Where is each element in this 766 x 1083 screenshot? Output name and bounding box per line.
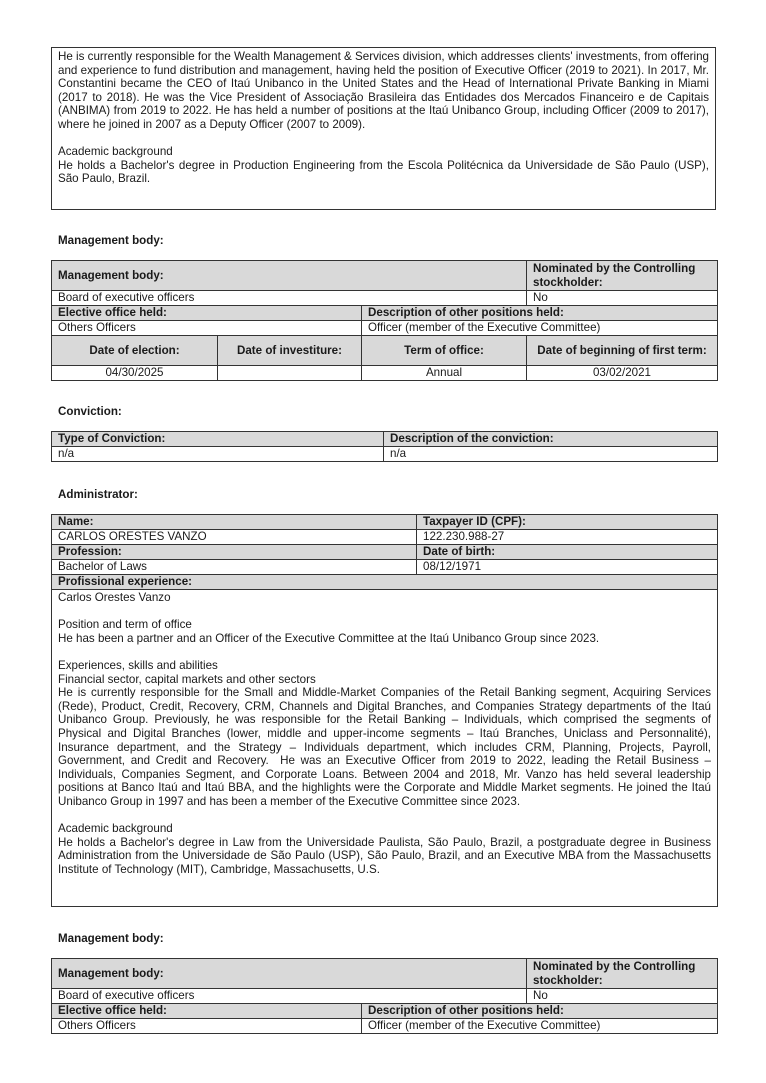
header-nominated: Nominated by the Controlling stockholder: — [527, 261, 718, 291]
elective-office-value: Others Officers — [52, 321, 362, 336]
header-management-body: Management body: — [52, 261, 527, 291]
academic-background-title: Academic background — [58, 145, 173, 159]
header-date-of-birth: Date of birth: — [417, 545, 718, 560]
header-other-positions: Description of other positions held: — [362, 306, 718, 321]
professional-experience-cell — [52, 590, 718, 907]
bio-paragraph: He is currently responsible for the Wealth Management & Services division, which addresses clients' investments, from offering and experience to fund distribution and management, having held the position of Executive Officer (2019 to 2021). In 2017, Mr. Constantini became the CEO of Itaú Unibanco in the United States and the Head of International Private Banking in Miami (2017 to 2018). He was the Vice President of Associação Brasileira das Entidades dos Mercados Financeiro e de Capitais (ANBIMA) from 2019 to 2022. He has held a number of positions at the Itaú Unibanco Group, including Officer (2009 to 2017), where he joined in 2007 as a Deputy Officer (2007 to 2009). — [58, 50, 713, 131]
nominated-value: No — [527, 291, 718, 306]
first-term-value: 03/02/2021 — [527, 366, 718, 381]
skills-title: Experiences, skills and abilities — [58, 658, 218, 672]
header-date-of-investiture: Date of investiture: — [218, 336, 362, 366]
profession-value: Bachelor of Laws — [52, 560, 417, 575]
conviction-table — [51, 431, 718, 462]
header-conviction-description: Description of the conviction: — [384, 432, 718, 447]
conviction-description-value: n/a — [384, 447, 718, 462]
header-professional-experience: Profissional experience: — [52, 575, 718, 590]
other-positions-value: Officer (member of the Executive Committee) — [362, 321, 718, 336]
header-elective-office: Elective office held: — [52, 306, 362, 321]
date-of-investiture-value — [218, 366, 362, 381]
other-positions-value: Officer (member of the Executive Committee) — [362, 1019, 718, 1034]
cpf-value: 122.230.988-27 — [417, 530, 718, 545]
management-body-value: Board of executive officers — [52, 291, 527, 306]
header-first-term: Date of beginning of first term: — [527, 336, 718, 366]
header-nominated: Nominated by the Controlling stockholder: — [527, 959, 718, 989]
section-title-conviction: Conviction: — [58, 405, 122, 418]
date-of-election-value: 04/30/2025 — [52, 366, 218, 381]
term-of-office-value: Annual — [362, 366, 527, 381]
skills-text: He is currently responsible for the Small and Middle-Market Companies of the Retail Banking segment, Acquiring Services (Rede), Product, Credit, Recovery, CRM, Channels and Digital Branches, and Companies Strategy departments of the Itaú Unibanco Group. Previously, he was responsible for the Retail Banking – Individuals, which comprised the segments of Physical and Digital Branches (lower, middle and upper-income segments – Itaú Branches, Uniclass and Personnalité), Insurance department, and the Strategy – Individuals department, which includes CRM, Planning, Projects, Payroll, Government, and Credit and Recovery. He was an Executive Officer from 2019 to 2022, leading the Retail Business – Individuals, Companies Segment, and Corporate Loans. Between 2004 and 2018, Mr. Vanzo has held several leadership positions at Banco Itaú and Itaú BBA, and the highlights were the Corporate and Middle Market segments. He joined the Itaú Unibanco Group in 1997 and has been a member of the Executive Committee since 2023. — [58, 686, 715, 808]
academic-background-text: He holds a Bachelor's degree in Law from the Universidade Paulista, São Paulo, Brazil, a postgraduate degree in Business Administration from the Universidade de São Paulo (USP), São Paulo, Brazil, and an Executive MBA from the Massachusetts Institute of Technology (MIT), Cambridge, Massachusetts, U.S. — [58, 835, 715, 876]
position-term-text: He has been a partner and an Officer of the Executive Committee at the Itaú Unibanco Group since 2023. — [58, 631, 600, 645]
nominated-value: No — [527, 989, 718, 1004]
section-title-management-body: Management body: — [58, 234, 164, 247]
date-of-birth-value: 08/12/1971 — [417, 560, 718, 575]
header-type-of-conviction: Type of Conviction: — [52, 432, 384, 447]
management-body-table — [51, 260, 718, 381]
skills-subtitle: Financial sector, capital markets and other sectors — [58, 672, 316, 686]
header-cpf: Taxpayer ID (CPF): — [417, 515, 718, 530]
header-management-body: Management body: — [52, 959, 527, 989]
header-date-of-election: Date of election: — [52, 336, 218, 366]
experience-person-name: Carlos Orestes Vanzo — [58, 591, 171, 604]
section-title-management-body-2: Management body: — [58, 932, 164, 945]
header-elective-office: Elective office held: — [52, 1004, 362, 1019]
management-body-table-2 — [51, 958, 718, 1034]
header-term-of-office: Term of office: — [362, 336, 527, 366]
conviction-type-value: n/a — [52, 447, 384, 462]
bio-continuation-box — [51, 47, 716, 210]
section-title-administrator: Administrator: — [58, 488, 138, 501]
header-other-positions: Description of other positions held: — [362, 1004, 718, 1019]
administrator-table — [51, 514, 718, 907]
name-value: CARLOS ORESTES VANZO — [52, 530, 417, 545]
management-body-value: Board of executive officers — [52, 989, 527, 1004]
academic-background-text: He holds a Bachelor's degree in Production Engineering from the Escola Politécnica da Universidade de São Paulo (USP), São Paulo, Brazil. — [58, 158, 713, 186]
elective-office-value: Others Officers — [52, 1019, 362, 1034]
academic-background-title: Academic background — [58, 822, 173, 836]
header-profession: Profession: — [52, 545, 417, 560]
position-term-title: Position and term of office — [58, 618, 192, 632]
header-name: Name: — [52, 515, 417, 530]
